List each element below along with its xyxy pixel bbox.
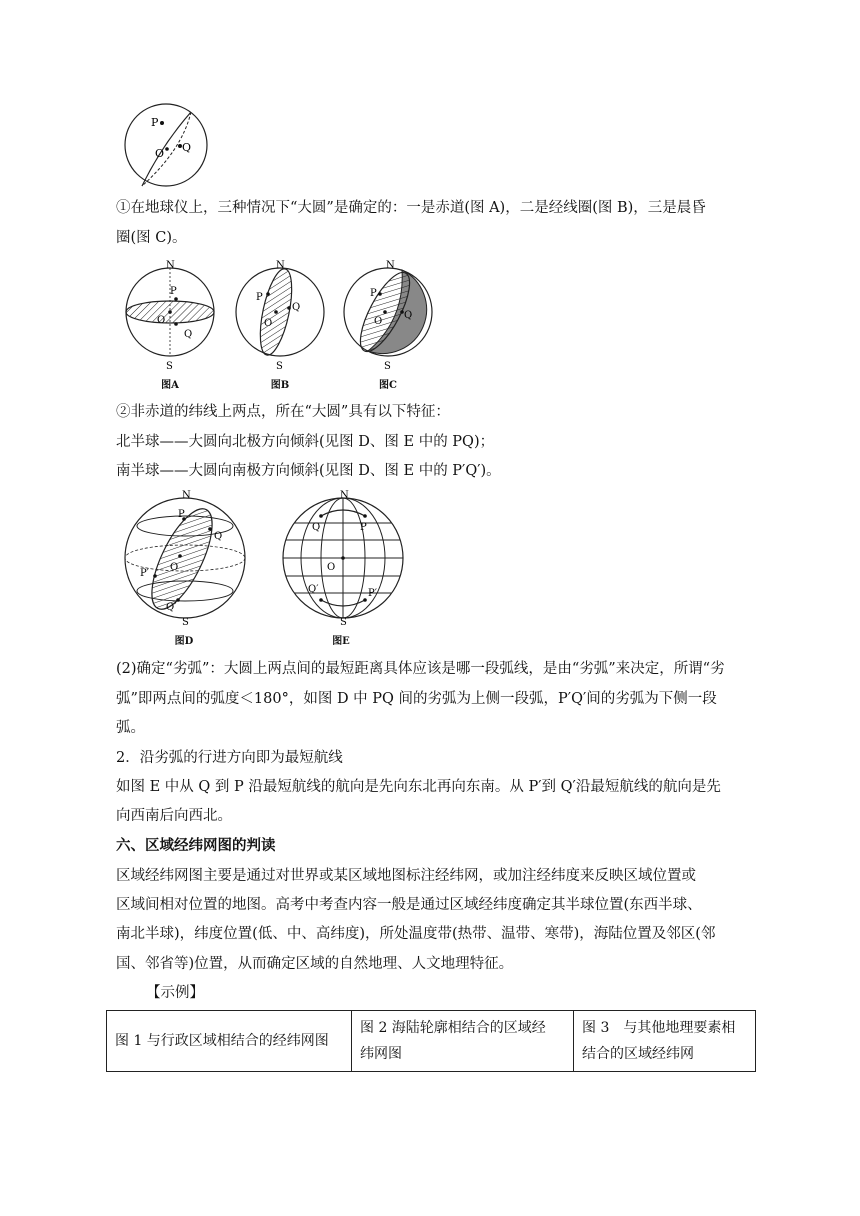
text-line: 南北半球)，纬度位置(低、中、高纬度)，所处温度带(热带、温带、寒带)，海陆位置及邻区(邻 [116, 926, 716, 942]
svg-text:Q: Q [182, 141, 192, 154]
cell-text: 图 2 海陆轮廓相结合的区域经 [360, 1020, 546, 1036]
caption-figure-a: 图A [161, 380, 179, 391]
svg-text:Q: Q [184, 329, 193, 340]
svg-text:N: N [276, 260, 285, 271]
svg-text:Q′: Q′ [308, 584, 319, 595]
cell-text: 图 3 与其他地理要素相 [582, 1020, 736, 1036]
cell-text: 纬网图 [360, 1046, 402, 1062]
figure-b [232, 260, 328, 370]
cell-text: 结合的区域经纬网 [582, 1046, 694, 1062]
svg-text:S: S [276, 361, 283, 370]
svg-text:Q: Q [404, 310, 413, 321]
text-line: 南半球——大圆向南极方向倾斜(见图 D、图 E 中的 P′Q′)。 [116, 463, 501, 479]
table-cell [352, 1011, 574, 1072]
svg-text:Q: Q [214, 531, 223, 542]
svg-text:O: O [264, 318, 273, 329]
text-line: 区域经纬网图主要是通过对世界或某区域地图标注经纬网，或加注经纬度来反映区域位置或 [116, 868, 696, 884]
caption-figure-c: 图C [379, 380, 397, 391]
svg-text:P: P [151, 116, 159, 129]
svg-text:S: S [182, 617, 189, 628]
svg-text:P: P [170, 286, 177, 297]
svg-text:N: N [386, 260, 395, 271]
svg-text:Q: Q [292, 302, 301, 313]
text-line: ②非赤道的纬线上两点，所在“大圆”具有以下特征： [116, 404, 450, 420]
figure-d [122, 488, 248, 628]
svg-text:O: O [170, 562, 179, 573]
text-line: ①在地球仪上，三种情况下“大圆”是确定的：一是赤道(图 A)，二是经线圈(图 B)，三是晨昏 [116, 200, 706, 216]
text-line: 向西南后向西北。 [116, 808, 232, 824]
text-line: (2)确定“劣弧”：大圆上两点间的最短距离具体应该是哪一段弧线，是由“劣弧”来决定，所谓“劣 [116, 661, 725, 677]
svg-text:P: P [370, 288, 377, 299]
svg-text:P′: P′ [140, 568, 149, 579]
text-line: 2．沿劣弧的行进方向即为最短航线 [116, 750, 343, 766]
svg-text:Q′: Q′ [166, 602, 177, 613]
svg-text:S: S [340, 617, 347, 628]
cell-text: 图 1 与行政区域相结合的经纬网图 [115, 1033, 329, 1049]
text-line: 国、邻省等)位置，从而确定区域的自然地理、人文地理特征。 [116, 956, 514, 972]
svg-text:P: P [360, 522, 367, 533]
caption-figure-d: 图D [174, 636, 194, 647]
example-table [106, 1010, 756, 1072]
table-row [107, 1011, 756, 1072]
figure-a [122, 260, 218, 370]
svg-text:P: P [178, 509, 185, 520]
svg-text:O: O [155, 147, 165, 160]
svg-text:S: S [166, 361, 173, 370]
table-cell [574, 1011, 756, 1072]
svg-text:P: P [256, 292, 263, 303]
text-line: 区域间相对位置的地图。高考中考查内容一般是通过区域经纬度确定其半球位置(东西半球、 [116, 897, 702, 913]
svg-text:S: S [384, 361, 391, 370]
text-line: 圈(图 C)。 [116, 230, 187, 246]
text-line: 北半球——大圆向北极方向倾斜(见图 D、图 E 中的 PQ)； [116, 434, 495, 450]
example-label: 【示例】 [146, 985, 204, 1001]
figure-c [340, 260, 436, 370]
svg-text:P′: P′ [368, 588, 377, 599]
great-circle-figure [122, 100, 210, 190]
text-line: 弧”即两点间的弧度＜180°，如图 D 中 PQ 间的劣弧为上侧一段弧，P′Q′间的劣弧为下侧一段 [116, 691, 717, 707]
caption-figure-e: 图E [332, 636, 350, 647]
svg-text:Q: Q [312, 522, 321, 533]
text-line: 如图 E 中从 Q 到 P 沿最短航线的航向是先向东北再向东南。从 P′到 Q′沿最短航线的航向是先 [116, 779, 721, 795]
svg-text:N: N [182, 490, 191, 501]
caption-figure-b: 图B [270, 380, 290, 391]
svg-text:N: N [340, 490, 349, 501]
section-heading: 六、区域经纬网图的判读 [116, 837, 276, 854]
svg-text:O: O [327, 562, 336, 573]
svg-text:O: O [374, 316, 383, 327]
text-line: 弧。 [116, 720, 145, 736]
svg-text:N: N [166, 260, 175, 271]
figure-e [280, 488, 406, 628]
table-cell [107, 1011, 352, 1072]
svg-text:O: O [157, 315, 166, 326]
